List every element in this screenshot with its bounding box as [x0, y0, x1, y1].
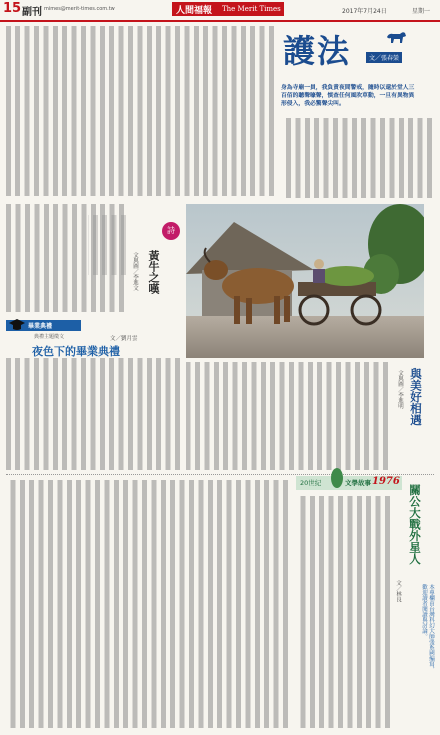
graduation-article-author: 文／劉月雲	[110, 336, 138, 342]
beauty-article-title: 與美好相遇	[409, 368, 423, 426]
guard-article-lead: 身為寺廟一員，我負責夜間警戒，隨時以還於堂人三百佰的聽聲嚎聲，慎查任何風吹草動，一旦有異物異形侵入，我必驚聲尖叫。	[281, 85, 415, 107]
sprout-icon	[330, 467, 344, 489]
graduation-article-title: 夜色下的畢業典禮	[32, 345, 120, 358]
scifi-column-name: 文學故事	[345, 479, 371, 487]
dog-icon	[384, 25, 408, 49]
poem-notes	[88, 215, 128, 275]
section-divider	[6, 474, 434, 475]
issue-date: 2017年7月24日	[342, 8, 387, 15]
section-name: 副刊	[22, 7, 42, 18]
scifi-column-note: 本專欄由台灣科幻大師張系國編寫，歡迎讀者閱讀與討論。	[421, 584, 434, 672]
guard-article-author: 文／張春榮	[366, 52, 402, 63]
beauty-article-body	[186, 362, 390, 470]
masthead-english: The Merit Times	[222, 5, 281, 13]
guard-article-title: 護法	[283, 32, 352, 70]
page-number: 15	[3, 1, 22, 16]
scifi-column-year: 1976	[372, 476, 400, 487]
scifi-article-author: 文／林良	[395, 580, 401, 602]
ox-cart-photo	[186, 204, 424, 358]
scifi-column-era: 20世紀	[300, 479, 322, 487]
guard-article-body-left	[6, 26, 276, 196]
guard-article-body-right	[282, 118, 434, 198]
graduation-column-name: 畢業典禮	[28, 323, 53, 330]
poem-tag-badge: 詩	[162, 222, 180, 240]
poem-author: 文與圖／李進文	[132, 252, 138, 291]
graduation-column-subtitle: 典禮主題徵文	[34, 334, 65, 340]
beauty-article-author: 文與圖／李進明	[397, 370, 403, 409]
graduation-article-body	[6, 358, 182, 470]
poem-title: 黃牛之嘆	[147, 250, 160, 294]
graduation-cap-icon	[8, 318, 26, 332]
scifi-article-title: 關公大戰外星人	[408, 484, 422, 565]
website-address[interactable]: mimes@merit-times.com.tw	[44, 6, 115, 12]
issue-weekday: 星期一	[412, 8, 431, 15]
scifi-article-body	[296, 496, 392, 728]
masthead-chinese: 人間福報	[176, 6, 213, 16]
bottom-article-body-left	[6, 480, 290, 728]
